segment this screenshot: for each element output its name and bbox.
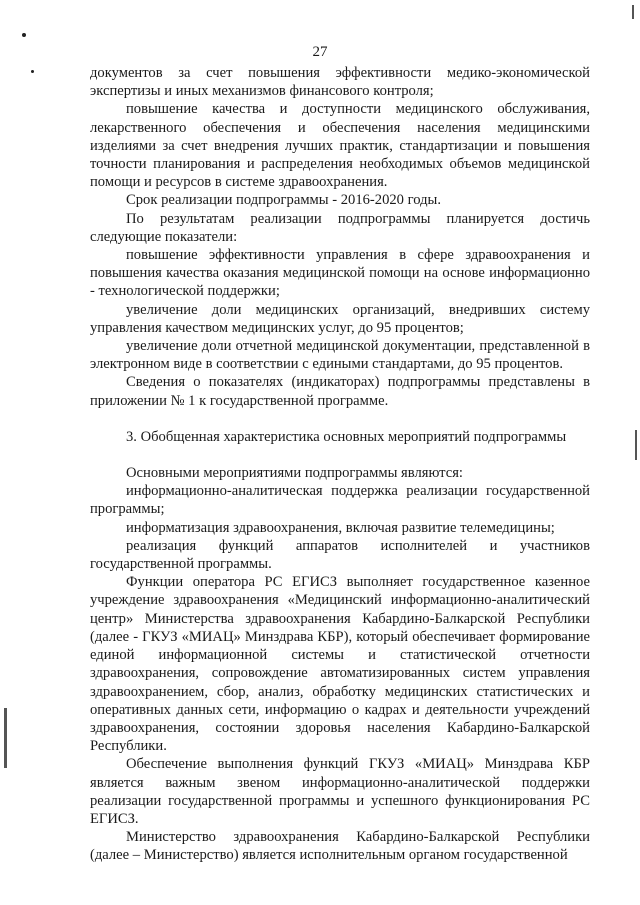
paragraph: Министерство здравоохранения Кабардино-Балкарской Республики (далее – Министерство) является исполнительным органом государственной (90, 829, 590, 864)
paragraph: Основными мероприятиями подпрограммы являются: (126, 465, 463, 482)
paragraph: Срок реализации подпрограммы - 2016-2020 годы. (126, 192, 442, 209)
document-body (90, 64, 590, 865)
paragraph: Функции оператора РС ЕГИСЗ выполняет государственное казенное учреждение здравоохранения «Медицинский информационно-аналитический центр» Министерства здравоохранения Кабардино-Балкарской Республики (далее - ГКУЗ «МИАЦ» Минздрава КБР), который обеспечивает формирование единой информационной системы и статистической отчетности здравоохранения, сопровождение автоматизированных систем управления здравоохранением, сбор, анализ, обработку медицинских статистических и оперативных данных сети, информацию о кадрах и деятельности учреждений здравоохранения, состоянии здоровья населения Кабардино-Балкарской Республики. (90, 574, 590, 755)
scan-dot-mark (31, 70, 34, 73)
scan-dot-mark (22, 33, 26, 37)
scan-edge-mark (4, 708, 7, 768)
paragraph: повышение качества и доступности медицинского обслуживания, лекарственного обеспечения и обеспечения населения медицинскими изделиями за счет внедрения лучших практик, стандартизации и повышения точности планирования и распределения необходимых объемов медицинской помощи и ресурсов в системе здравоохранения. (90, 101, 590, 191)
paragraph: повышение эффективности управления в сфере здравоохранения и повышения качества оказания медицинской помощи на основе информационно - технологической поддержки; (90, 247, 590, 300)
paragraph: Сведения о показателях (индикаторах) подпрограммы представлены в приложении № 1 к государственной программе. (90, 374, 590, 409)
paragraph: Обеспечение выполнения функций ГКУЗ «МИАЦ» Минздрава КБР является важным звеном информационно-аналитической поддержки реализации государственной программы и успешного функционирования РС ЕГИСЗ. (90, 756, 590, 827)
paragraph: информатизация здравоохранения, включая развитие телемедицины; (126, 519, 555, 536)
paragraph: информационно-аналитическая поддержка реализации государственной программы; (90, 483, 590, 518)
paragraph: увеличение доли медицинских организаций, внедривших систему управления качеством медицинских услуг, до 95 процентов; (90, 301, 590, 336)
section-heading: 3. Обобщенная характеристика основных мероприятий подпрограммы (126, 428, 567, 445)
paragraph: По результатам реализации подпрограммы планируется достичь следующие показатели: (90, 210, 590, 245)
scan-edge-mark (632, 5, 634, 19)
paragraph: документов за счет повышения эффективности медико-экономической экспертизы и иных механизмов финансового контроля; (90, 65, 590, 100)
page-number: 27 (312, 44, 328, 60)
scan-edge-mark (635, 430, 637, 460)
paragraph: реализация функций аппаратов исполнителей и участников государственной программы. (90, 537, 590, 573)
paragraph: увеличение доли отчетной медицинской документации, представленной в электронном виде в соответствии с едиными стандартами, до 95 процентов. (90, 338, 590, 373)
